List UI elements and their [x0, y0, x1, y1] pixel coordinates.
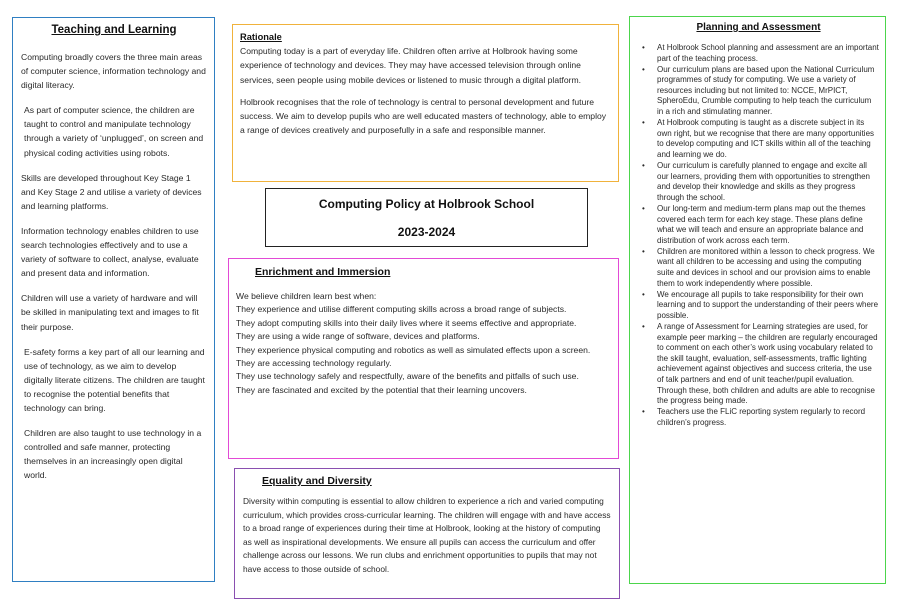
planning-item-text: Our curriculum plans are based upon the National Curriculum programmes of study for computing. We use a variety of resources including but not limited to: NCCE, MrPICT, SpheroEdu, Crumble computing to help teach the curriculum in a rich and stimulating manner. — [657, 64, 875, 117]
enrichment-line: They are fascinated and excited by the potential that their learning uncovers. — [236, 384, 527, 395]
planning-item — [638, 204, 879, 246]
planning-item-text: Teachers use the FLiC reporting system regularly to record children’s progress. — [657, 407, 866, 427]
bullet-icon: • — [642, 246, 645, 256]
planning-item-text: Children are monitored within a lesson to check progress. We want all children to be accessing and using the computing suite and devices in school and our provision aims to enable them to work independently where possible. — [657, 246, 875, 288]
bullet-icon: • — [642, 118, 645, 128]
teaching-paragraph: E-safety forms a key part of all our learning and use of technology, as we aim to develop digitally literate citizens. The children are taught to recognise the potential benefits that technology can bring. — [24, 346, 205, 413]
planning-item-text: We encourage all pupils to take responsibility for their own learning and to support the understanding of their peers where possible. — [657, 289, 879, 320]
bullet-icon: • — [642, 407, 645, 417]
planning-panel — [629, 16, 886, 584]
teaching-paragraph: Children will use a variety of hardware and will be skilled in manipulating text and images to fit their purpose. — [21, 293, 199, 332]
enrichment-line: They adopt computing skills into their daily lives where it seems effective and appropriate. — [236, 317, 577, 328]
planning-item — [638, 247, 879, 289]
enrichment-line: They are accessing technology regularly. — [236, 358, 392, 369]
enrichment-line: They experience and utilise different computing skills across a broad range of subjects. — [236, 304, 567, 315]
enrichment-line: They experience physical computing and robotics as well as simulated effects upon a screen. — [236, 344, 591, 355]
bullet-icon: • — [642, 64, 645, 74]
bullet-icon: • — [642, 161, 645, 171]
planning-item — [638, 407, 879, 428]
rationale-panel — [232, 24, 619, 182]
planning-item-text: Our curriculum is carefully planned to engage and excite all our learners, providing them with opportunities to strengthen and develop their knowledge and skills as they progress through the school. — [657, 161, 871, 202]
planning-item-text: At Holbrook computing is taught as a discrete subject in its own right, but we recognise that there are many opportunities to develop computing and ICT skills within all of the teaching and learning we do. — [657, 118, 875, 159]
teaching-learning-panel — [12, 17, 215, 582]
policy-title-box — [265, 188, 588, 247]
planning-item — [638, 65, 879, 118]
planning-item-text: At Holbrook School planning and assessment are an important part of the teaching process. — [657, 43, 879, 63]
enrichment-heading: Enrichment and Immersion — [255, 266, 391, 278]
bullet-icon: • — [642, 203, 645, 213]
planning-item — [638, 43, 879, 64]
teaching-paragraph: Information technology enables children to use search technologies effectively and to use a variety of software to collect, analyse, evaluate and present data and information. — [21, 225, 199, 279]
planning-item — [638, 322, 879, 407]
enrichment-line: They use technology safely and respectfully, aware of the benefits and pitfalls of such use. — [236, 371, 579, 382]
enrichment-panel — [228, 258, 619, 459]
planning-heading: Planning and Assessment — [696, 22, 821, 33]
planning-item — [638, 290, 879, 322]
planning-item-text: A range of Assessment for Learning strategies are used, for example peer marking – the children are regularly encouraged to comment on each other’s work using vocabulary related to the skill taught, evaluation, self-assessments, traffic lighting achievement against objectives and success criteria, the use of talk partners and end of unit teacher/pupil evaluation. Through these, both children and adults are able to recognise the progress being made. — [657, 321, 878, 406]
rationale-paragraph: Holbrook recognises that the role of technology is central to personal development and future success. We aim to develop pupils who are well educated masters of technology, able to employ a range of devices creatively and purposefully in a safe and responsible manner. — [240, 96, 607, 136]
teaching-learning-heading: Teaching and Learning — [51, 24, 177, 36]
bullet-icon: • — [642, 321, 645, 331]
teaching-paragraph: Skills are developed throughout Key Stage 1 and Key Stage 2 and utilise a variety of devices and learning platforms. — [21, 172, 202, 211]
bullet-icon: • — [642, 43, 645, 52]
planning-item-text: Our long-term and medium-term plans map out the themes covered each term for each key stage. These plans define what we will teach and ensure an appropriate balance and distribution of work across each term. — [657, 203, 866, 245]
planning-item — [638, 161, 879, 203]
enrichment-line: We believe children learn best when: — [236, 291, 377, 301]
equality-text: Diversity within computing is essential to allow children to experience a rich and varied computing curriculum, which provides cross-curricular learning. The children will engage with and have access to a broad range of experiences during their time at Holbrook, looking at the history of computing as well as inspirational developments. We ensure all pupils can access the curriculum and offer challenge across our lessons. We run clubs and enrichment opportunities to pupils that may not have access to those outside of school. — [243, 496, 611, 574]
bullet-icon: • — [642, 289, 645, 299]
planning-item — [638, 118, 879, 160]
planning-list — [638, 43, 879, 428]
policy-year: 2023-2024 — [397, 225, 456, 239]
policy-title: Computing Policy at Holbrook School — [318, 197, 535, 211]
teaching-paragraph: As part of computer science, the children are taught to control and manipulate technology through a variety of ‘unplugged’, on screen and physical coding activities using robots. — [24, 105, 204, 158]
equality-heading: Equality and Diversity — [262, 475, 372, 487]
rationale-paragraph: Computing today is a part of everyday life. Children often arrive at Holbrook having some experience of technology and devices. They may have accessed television through online services, seen people using mobile devices or listened to music through a digital platform. — [240, 46, 582, 85]
equality-panel — [234, 468, 620, 599]
teaching-paragraph[interactable]: Computing broadly covers the three main areas of computer science, information technology and digital literacy. — [21, 52, 206, 91]
teaching-paragraph: Children are also taught to use technology in a controlled and safe manner, protecting themselves in an increasingly open digital world. — [24, 428, 202, 481]
enrichment-line: They are using a wide range of software, devices and platforms. — [236, 331, 480, 342]
rationale-heading: Rationale — [240, 32, 282, 42]
